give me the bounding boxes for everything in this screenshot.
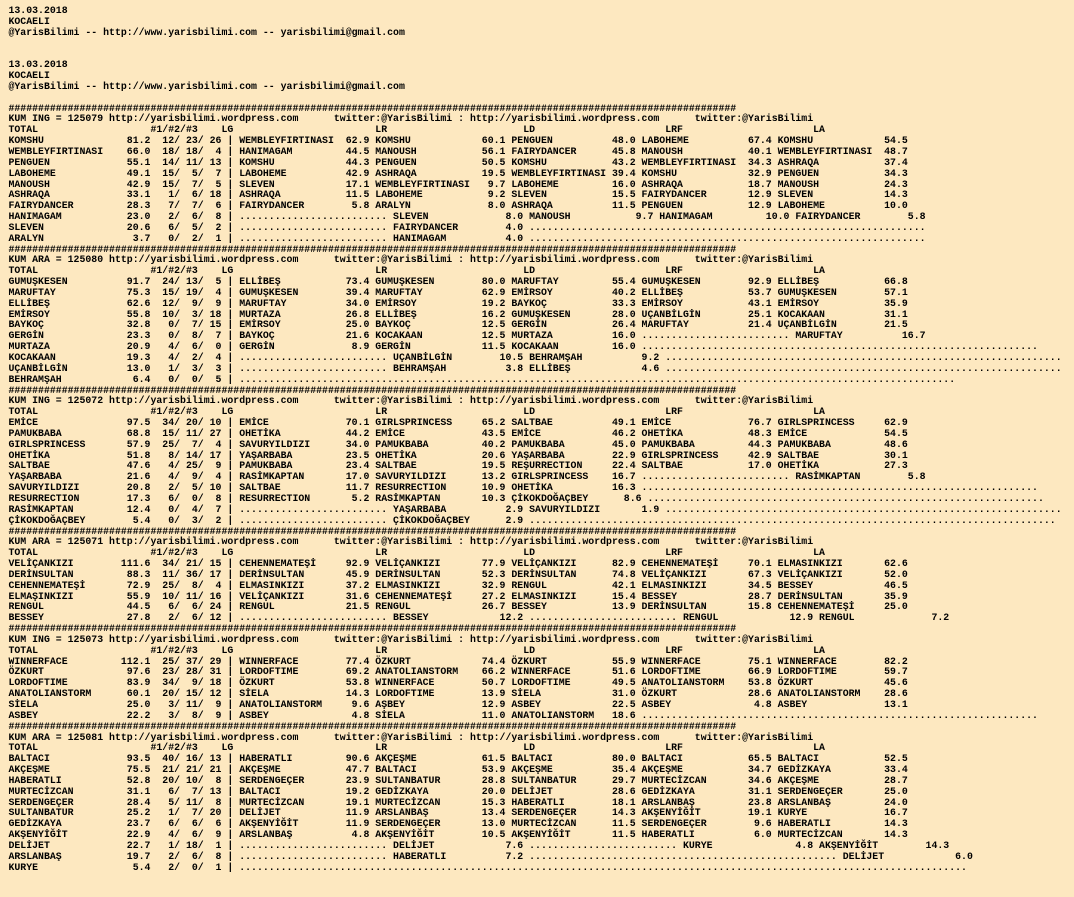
report-line: TOTAL #1/#2/#3 LG LR LD LRF LA — [8, 265, 825, 278]
report-line: SERDENGEÇER 28.4 5/ 11/ 8 | MURTECİZCAN 19.1 MURTECİZCAN 15.3 HABERATLI 18.1 ARSLANBAŞ 23.8 ARSLANBAŞ 24.0 — [8, 796, 908, 809]
report-line: MURTECİZCAN 31.1 6/ 7/ 13 | BALTACI 19.2 GEDİZKAYA 20.0 DELİJET 28.6 GEDİZKAYA 31.1 SERDENGEÇER 25.0 — [8, 785, 908, 798]
report-line: DELİJET 22.7 1/ 18/ 1 | ......................... DELİJET 7.6 ......................... KURYE 4.8 AKŞENYİĞİT 14.3 — [8, 839, 950, 852]
report-line: ARALYN 3.7 0/ 2/ 1 | ......................... HANIMAGAM 4.0 ................................................................... — [8, 232, 926, 245]
report-line: ARSLANBAŞ 19.7 2/ 6/ 8 | ......................... HABERATLI 7.2 .................................................... DELİJET 6.0 — [8, 850, 973, 863]
report-line: @YarisBilimi -- http://www.yarisbilimi.com -- yarisbilimi@gmail.com — [8, 80, 405, 93]
report-line: FAIRYDANCER 28.3 7/ 7/ 6 | FAIRYDANCER 5.8 ARALYN 8.0 ASHRAQA 11.5 PENGUEN 12.9 LABOHEME 10.0 — [8, 200, 908, 213]
report-line: RASİMKAPTAN 12.4 0/ 4/ 7 | ......................... YAŞARBABA 2.9 SAVURYILDIZI 1.9 ................................................................... — [8, 503, 1062, 516]
report-line: ########################################################################################################################### — [8, 623, 737, 636]
report-line: KOCAKAAN 19.3 4/ 2/ 4 | ......................... UÇANBİLGİN 10.5 BEHRAMŞAH 9.2 ................................................................... — [8, 352, 1062, 364]
report-line: @YarisBilimi -- http://www.yarisbilimi.com -- yarisbilimi@gmail.com — [8, 26, 405, 39]
report-line: ########################################################################################################################### — [8, 243, 737, 256]
report-line: KUM ING = 125073 http://yarisbilimi.wordpress.com twitter:@YarisBilimi : http://yarisbilimi.wordpress.com twitter:@YarisBilimi — [8, 633, 814, 646]
report-line: ANATOLIANSTORM 60.1 20/ 15/ 12 | SİELA 14.3 LORDOFTIME 13.9 SİELA 31.0 ÖZKURT 28.6 ANATOLIANSTORM 28.6 — [8, 688, 908, 701]
report-line: RENGUL 44.5 6/ 6/ 24 | RENGUL 21.5 RENGUL 26.7 BESSEY 13.9 DERİNSULTAN 15.8 CEHENNEMATEŞİ 25.0 — [8, 601, 908, 614]
report-line: LORDOFTIME 83.9 34/ 9/ 18 | ÖZKURT 53.8 WINNERFACE 50.7 LORDOFTIME 49.5 ANATOLIANSTORM 53.8 ÖZKURT 45.6 — [8, 677, 908, 690]
report-line: ASBEY 22.2 3/ 8/ 9 | ASBEY 4.8 SİELA 11.0 ANATOLIANSTORM 18.6 ................................................................... — [8, 709, 1038, 722]
report-line: SULTANBATUR 25.2 1/ 7/ 20 | DELİJET 11.9 ARSLANBAŞ 13.4 SERDENGEÇER 14.3 AKŞENYİĞİT 19.1 KURYE 16.7 — [8, 807, 908, 820]
report-line: ELLİBEŞ 62.6 12/ 9/ 9 | MARUFTAY 34.0 EMİRSOY 19.2 BAYKOÇ 33.3 EMİRSOY 43.1 EMİRSOY 35.9 — [8, 297, 908, 310]
report-line: DERİNSULTAN 88.3 11/ 36/ 17 | DERİNSULTAN 45.9 DERİNSULTAN 52.3 DERİNSULTAN 74.8 VELİÇANKIZI 67.3 VELİÇANKIZI 52.0 — [8, 568, 908, 581]
report-line: BAYKOÇ 32.8 0/ 7/ 15 | EMİRSOY 25.0 BAYKOÇ 12.5 GERGİN 26.4 MARUFTAY 21.4 UÇANBİLGİN 21.5 — [8, 319, 908, 332]
report-line: HABERATLI 52.8 20/ 10/ 8 | SERDENGEÇER 23.9 SULTANBATUR 28.8 SULTANBATUR 29.7 MURTECİZCAN 34.6 AKÇEŞME 28.7 — [8, 774, 908, 787]
report-line: WEMBLEYFIRTINASI 66.0 18/ 18/ 4 | HANIMAGAM 44.5 MANOUSH 56.1 FAIRYDANCER 45.8 MANOUSH 40.1 WEMBLEYFIRTINASI 48.7 — [8, 145, 908, 158]
report-line — [8, 49, 1008, 60]
report-line: CEHENNEMATEŞİ 72.9 25/ 8/ 4 | ELMASINKIZI 37.2 ELMASINKIZI 32.9 RENGUL 42.1 ELMASINKIZI 34.5 BESSEY 46.5 — [8, 579, 908, 592]
report-line: BESSEY 27.8 2/ 6/ 12 | ......................... BESSEY 12.2 ......................... RENGUL 12.9 RENGUL 7.2 — [8, 612, 950, 625]
report-line: OHETİKA 51.8 8/ 14/ 17 | YAŞARBABA 23.5 OHETİKA 20.6 YAŞARBABA 22.9 GIRLSPRINCESS 42.9 SALTBAE 30.1 — [8, 449, 908, 462]
report-line: VELİÇANKIZI 111.6 34/ 21/ 15 | CEHENNEMATEŞİ 92.9 VELİÇANKIZI 77.9 VELİÇANKIZI 82.9 CEHENNEMATEŞİ 70.1 ELMASINKIZI 62.6 — [8, 558, 908, 571]
report-line: AKÇEŞME 75.5 21/ 21/ 21 | AKÇEŞME 47.7 BALTACI 53.9 AKÇEŞME 35.4 AKÇEŞME 34.7 GEDİZKAYA 33.4 — [8, 764, 908, 777]
report-line: TOTAL #1/#2/#3 LG LR LD LRF LA — [8, 644, 825, 657]
report-line: ELMAŞINKIZI 55.9 10/ 11/ 16 | VELİÇANKIZI 31.6 CEHENNEMATEŞİ 27.2 ELMASINKIZI 15.4 BESSEY 28.7 DERİNSULTAN 35.9 — [8, 590, 908, 603]
report-line: TOTAL #1/#2/#3 LG LR LD LRF LA — [8, 406, 825, 419]
report-line: RESURRECTION 17.3 6/ 0/ 8 | RESURRECTION 5.2 RASİMKAPTAN 10.3 ÇİKOKDOĞAÇBEY 8.6 ................................................................... — [8, 492, 1044, 505]
report-line: ########################################################################################################################### — [8, 102, 737, 115]
report-line: SLEVEN 20.6 6/ 5/ 2 | ......................... FAIRYDANCER 4.0 ................................................................... — [8, 221, 926, 234]
report-line: KOCAELI — [8, 70, 50, 83]
report-line: BALTACI 93.5 40/ 16/ 13 | HABERATLI 90.6 AKÇEŞME 61.5 BALTACI 80.0 BALTACI 65.5 BALTACI 52.5 — [8, 753, 908, 766]
report-line: EMİRSOY 55.8 10/ 3/ 18 | MURTAZA 26.8 ELLİBEŞ 16.2 GUMUŞKESEN 28.0 UÇANBİLGİN 25.1 KOCAKAAN 31.1 — [8, 308, 908, 321]
report-line — [8, 39, 1008, 50]
report-line — [8, 93, 1008, 104]
report-line: MANOUSH 42.9 15/ 7/ 5 | SLEVEN 17.1 WEMBLEYFIRTINASI 9.7 LABOHEME 16.0 ASHRAQA 18.7 MANOUSH 24.3 — [8, 178, 908, 191]
report-line: GUMUŞKESEN 91.7 24/ 13/ 5 | ELLİBEŞ 73.4 GUMUŞKESEN 80.0 MARUFTAY 55.4 GUMUŞKESEN 92.9 ELLİBEŞ 66.8 — [8, 276, 908, 289]
report-line: GERGİN 23.3 0/ 8/ 7 | BAYKOÇ 21.6 KOCAKAAN 12.5 MURTAZA 16.0 ......................... MARUFTAY 16.7 — [8, 330, 926, 343]
report-line: SİELA 25.0 3/ 11/ 9 | ANATOLIANSTORM 9.6 AŞBEY 12.9 ASBEY 22.5 ASBEY 4.8 ASBEY 13.1 — [8, 699, 908, 711]
report-line: 13.03.2018 — [8, 59, 68, 72]
report-line: ########################################################################################################################### — [8, 384, 737, 397]
report-line: TOTAL #1/#2/#3 LG LR LD LRF LA — [8, 124, 825, 137]
report-line: GIRLSPRINCESS 57.9 25/ 7/ 4 | SAVURYILDIZI 34.0 PAMUKBABA 40.2 PAMUKBABA 45.0 PAMUKBABA 44.3 PAMUKBABA 48.6 — [8, 438, 908, 451]
report-line: MURTAZA 20.9 4/ 6/ 0 | GERGİN 8.9 GERGİN 11.5 KOCAKAAN 16.0 ................................................................... — [8, 341, 1038, 354]
report-line: TOTAL #1/#2/#3 LG LR LD LRF LA — [8, 742, 825, 755]
report-line: KUM ING = 125079 http://yarisbilimi.wordpress.com twitter:@YarisBilimi : http://yarisbilimi.wordpress.com twitter:@YarisBilimi — [8, 113, 814, 126]
report-line: BEHRAMŞAH 6.4 0/ 0/ 5 | ......................................................................................................................... — [8, 373, 956, 386]
report-line: KOMSHU 81.2 12/ 23/ 26 | WEMBLEYFIRTINASI 62.9 KOMSHU 60.1 PENGUEN 48.0 LABOHEME 67.4 KOMSHU 54.5 — [8, 135, 908, 148]
report-line: 13.03.2018 — [8, 5, 68, 17]
report-line: GEDİZKAYA 23.7 6/ 6/ 6 | AKŞENYİĞİT 11.9 SERDENGEÇER 13.0 MURTECİZCAN 11.5 SERDENGEÇER 9.6 HABERATLI 14.3 — [8, 818, 908, 831]
report-line: ########################################################################################################################### — [8, 720, 737, 733]
report-line: KURYE 5.4 2/ 0/ 1 | ........................................................................................................................... — [8, 861, 967, 874]
report-line: EMİCE 97.5 34/ 20/ 10 | EMİCE 70.1 GIRLSPRINCESS 65.2 SALTBAE 49.1 EMİCE 76.7 GIRLSPRINCESS 62.9 — [8, 417, 908, 430]
report-line: TOTAL #1/#2/#3 LG LR LD LRF LA — [8, 547, 825, 560]
report-line: SAVURYILDIZI 20.8 2/ 5/ 10 | SALTBAE 11.7 RESURRECTION 10.9 OHETİKA 16.3 ................................................................... — [8, 482, 1038, 495]
report-line: WINNERFACE 112.1 25/ 37/ 29 | WINNERFACE 77.4 ÖZKURT 74.4 ÖZKURT 55.9 WINNERFACE 75.1 WINNERFACE 82.2 — [8, 655, 908, 668]
report-line: KUM ARA = 125071 http://yarisbilimi.wordpress.com twitter:@YarisBilimi : http://yarisbilimi.wordpress.com twitter:@YarisBilimi — [8, 536, 814, 549]
report-line: KUM ARA = 125081 http://yarisbilimi.wordpress.com twitter:@YarisBilimi : http://yarisbilimi.wordpress.com twitter:@YarisBilimi — [8, 731, 814, 744]
report-line: AKŞENYİĞİT 22.9 4/ 6/ 9 | ARSLANBAŞ 4.8 AKŞENYİĞİT 10.5 AKŞENYİĞİT 11.5 HABERATLI 6.0 MURTECİZCAN 14.3 — [8, 829, 908, 842]
report-line: KUM ING = 125072 http://yarisbilimi.wordpress.com twitter:@YarisBilimi : http://yarisbilimi.wordpress.com twitter:@YarisBilimi — [8, 395, 814, 408]
report-line: UÇANBİLGİN 13.0 1/ 3/ 3 | ......................... BEHRAMŞAH 3.8 ELLİBEŞ 4.6 ................................................................... — [8, 362, 1062, 375]
report-line: PENGUEN 55.1 14/ 11/ 13 | KOMSHU 44.3 PENGUEN 50.5 KOMSHU 43.2 WEMBLEYFIRTINASI 34.3 ASHRAQA 37.4 — [8, 156, 908, 169]
report-line: ########################################################################################################################### — [8, 525, 737, 538]
report-line: SALTBAE 47.6 4/ 25/ 9 | PAMUKBABA 23.4 SALTBAE 19.5 REŞURRECTION 22.4 SALTBAE 17.0 OHETİKA 27.3 — [8, 460, 908, 473]
report-line: ASHRAQA 33.1 1/ 6/ 18 | ASHRAQA 11.5 LABOHEME 9.2 SLEVEN 15.5 FAIRYDANCER 12.9 SLEVEN 14.3 — [8, 189, 908, 202]
report-line: ÇİKOKDOĞAÇBEY 5.4 0/ 3/ 2 | ......................... ÇİKOKDOĞAÇBEY 2.9 ......................................................................................... — [8, 514, 1056, 527]
report-line: LABOHEME 49.1 15/ 5/ 7 | LABOHEME 42.9 ASHRAQA 19.5 WEMBLEYFIRTINASI 39.4 KOMSHU 32.9 PENGUEN 34.3 — [8, 167, 908, 180]
report-line: ÖZKURT 97.6 23/ 28/ 31 | LORDOFTIME 69.2 ANATOLIANSTORM 66.2 WINNERFACE 51.6 LORDOFTIME 66.9 LORDOFTIME 59.7 — [8, 666, 908, 679]
report-line: KUM ARA = 125080 http://yarisbilimi.wordpress.com twitter:@YarisBilimi : http://yarisbilimi.wordpress.com twitter:@YarisBilimi — [8, 254, 814, 267]
report-line: KOCAELI — [8, 15, 50, 28]
report-line: PAMUKBABA 68.8 15/ 11/ 27 | OHETİKA 44.2 EMİCE 43.5 EMİCE 46.2 OHETİKA 48.3 EMİCE 54.5 — [8, 427, 908, 440]
report-line: MARUFTAY 75.3 15/ 19/ 4 | GUMUŞKESEN 39.4 MARUFTAY 62.9 EMİRSOY 40.2 ELLİBEŞ 53.7 GUMUŞKESEN 57.1 — [8, 286, 908, 299]
report-line: YAŞARBABA 21.6 4/ 9/ 4 | RASİMKAPTAN 17.0 SAVURYILDIZI 13.2 GIRLSPRINCESS 16.7 ......................... RASİMKAPTAN 5.8 — [8, 471, 926, 484]
report-line: HANIMAGAM 23.0 2/ 6/ 8 | ......................... SLEVEN 8.0 MANOUSH 9.7 HANIMAGAM 10.0 FAIRYDANCER 5.8 — [8, 211, 926, 224]
